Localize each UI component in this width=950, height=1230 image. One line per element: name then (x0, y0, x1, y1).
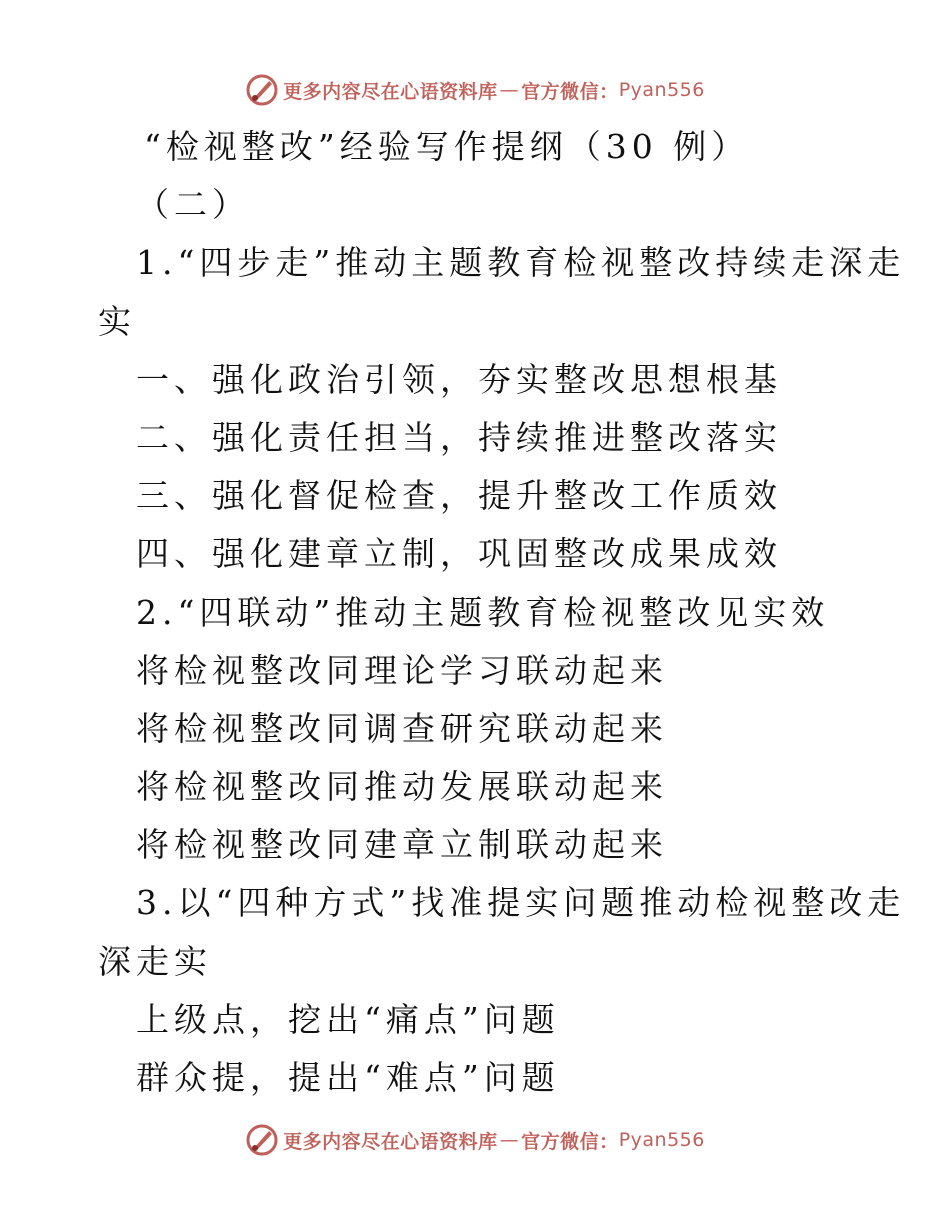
section-heading: （二） (136, 185, 250, 225)
paragraph-line: 将检视整改同推动发展联动起来 (136, 767, 668, 807)
paragraph-line: 将检视整改同理论学习联动起来 (136, 650, 668, 690)
item-heading-1-continued: 实 (98, 301, 136, 341)
watermark-id: Pyan556 (618, 79, 705, 101)
watermark-site: 更多内容尽在心语资料库 (283, 1130, 498, 1153)
item-heading-2: 2.“四联动”推动主题教育检视整改见实效 (136, 592, 830, 632)
document-title: “检视整改”经验写作提纲（30 例） (144, 127, 750, 166)
watermark-site: 更多内容尽在心语资料库 (283, 80, 498, 103)
document-body (98, 118, 906, 1107)
item-heading-3-continued: 深走实 (98, 941, 212, 981)
paragraph-line: 上级点，挖出“痛点”问题 (136, 999, 560, 1039)
watermark-label: 官方微信： (521, 1130, 619, 1153)
paragraph-line: 将检视整改同建章立制联动起来 (136, 825, 668, 865)
paragraph-line: 二、强化责任担当，持续推进整改落实 (136, 417, 782, 457)
paragraph-line: 三、强化督促检查，提升整改工作质效 (136, 476, 782, 516)
item-heading-1: 1.“四步走”推动主题教育检视整改持续走深走 (136, 243, 906, 283)
brush-logo-icon (245, 1123, 279, 1157)
paragraph-line: 群众提，提出“难点”问题 (136, 1058, 560, 1097)
watermark-separator: — (499, 1129, 520, 1151)
paragraph-line: 将检视整改同调查研究联动起来 (136, 708, 668, 748)
brush-logo-icon (245, 73, 279, 107)
watermark-separator: — (499, 79, 520, 101)
watermark-footer (0, 1120, 950, 1160)
item-heading-3: 3.以“四种方式”找准提实问题推动检视整改走 (136, 883, 906, 923)
watermark-header (0, 70, 950, 110)
paragraph-line: 一、强化政治引领，夯实整改思想根基 (136, 359, 782, 399)
watermark-id: Pyan556 (618, 1129, 705, 1151)
paragraph-line: 四、强化建章立制，巩固整改成果成效 (136, 534, 782, 574)
watermark-label: 官方微信： (521, 80, 619, 103)
